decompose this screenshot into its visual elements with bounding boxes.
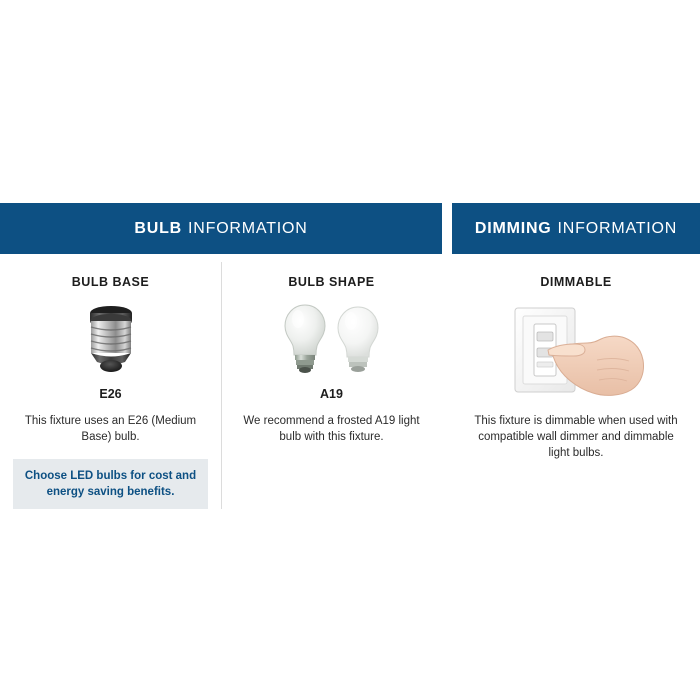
dimmable-title: DIMMABLE — [540, 275, 612, 289]
bulb-base-e26-icon — [0, 297, 221, 383]
dimming-information-panel — [452, 203, 700, 509]
led-bulb-tip: Choose LED bulbs for cost and energy saving benefits. — [13, 459, 208, 509]
panels-container — [0, 203, 700, 509]
bulb-header-strong-text: BULB — [134, 219, 183, 237]
bulb-information-header — [0, 203, 442, 254]
bulb-shape-title: BULB SHAPE — [288, 275, 375, 289]
dimming-body — [452, 254, 700, 461]
bulb-shape-a19-icon — [221, 297, 442, 383]
panel-divider-gap — [442, 203, 452, 509]
dimmable-description: This fixture is dimmable when used with compatible wall dimmer and dimmable light bulbs. — [474, 415, 678, 459]
bottom-whitespace — [0, 509, 700, 519]
wall-dimmer-switch-hand-icon — [452, 297, 700, 403]
bulb-base-description: This fixture uses an E26 (Medium Base) bulb. — [24, 415, 197, 443]
bulb-shape-column — [221, 254, 442, 509]
bulb-shape-code: A19 — [320, 387, 343, 401]
dimming-information-header — [452, 203, 700, 254]
bulb-columns — [0, 254, 442, 509]
bulb-base-title: BULB BASE — [71, 275, 150, 289]
bulb-information-panel — [0, 203, 442, 509]
bulb-base-code: E26 — [99, 387, 122, 401]
top-whitespace — [0, 0, 700, 203]
bulb-header-light-text: INFORMATION — [188, 219, 308, 237]
bulb-base-column — [0, 254, 221, 509]
dimming-header-strong-text: DIMMING — [474, 219, 552, 237]
bulb-shape-description: We recommend a frosted A19 light bulb with this fixture. — [243, 415, 420, 443]
dimming-header-light-text: INFORMATION — [557, 219, 678, 237]
